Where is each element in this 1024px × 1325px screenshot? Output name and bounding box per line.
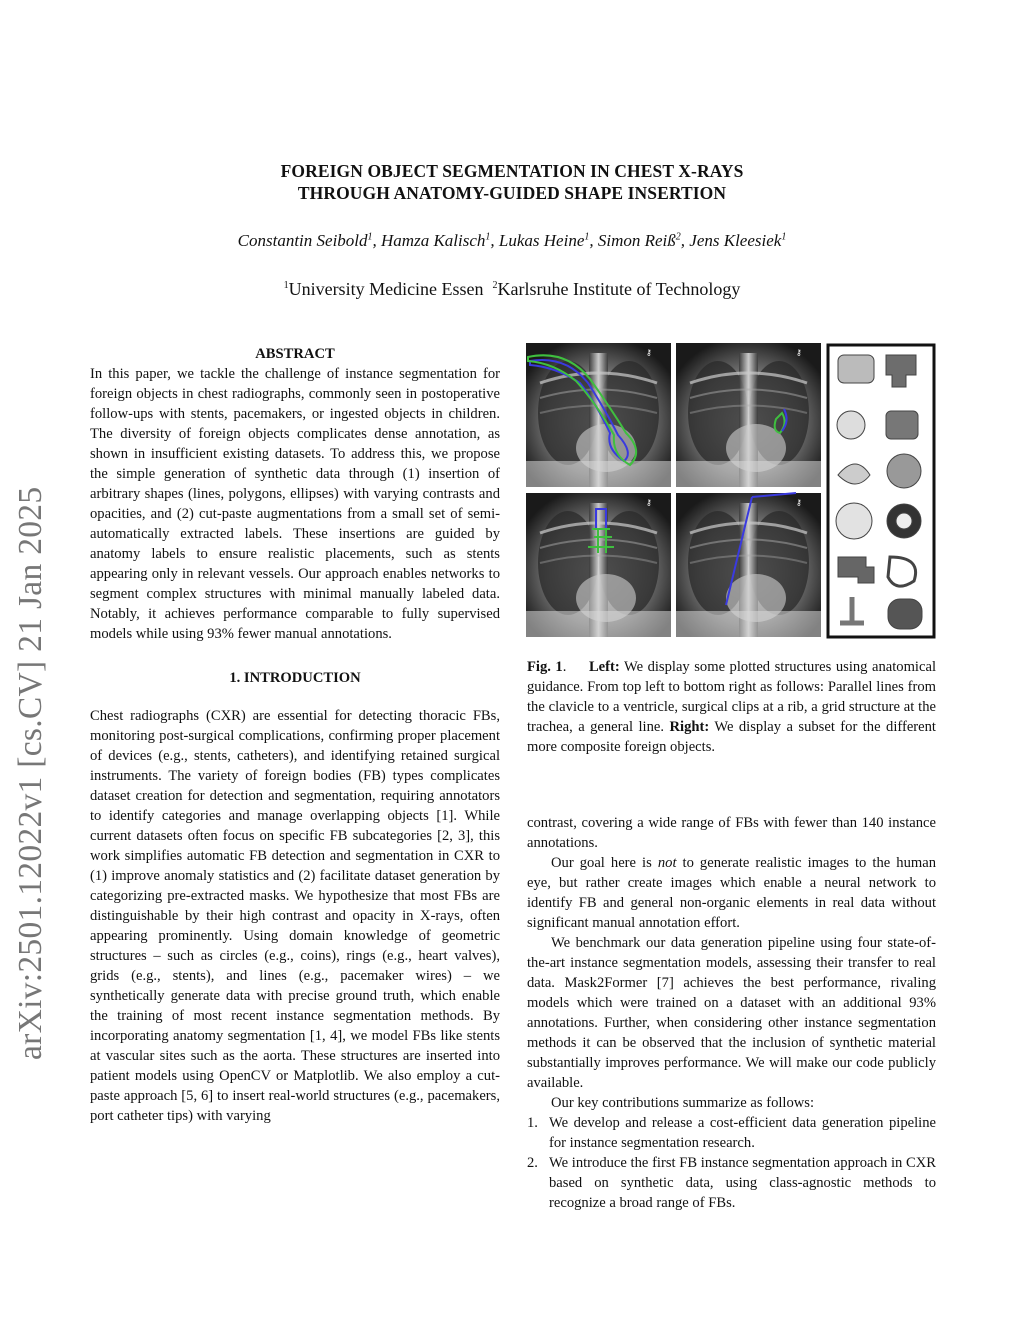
contribution-list bbox=[527, 1113, 936, 1213]
list-text: We develop and release a cost-efficient data generation pipeline for instance segmentation research. bbox=[549, 1115, 936, 1151]
list-text: We introduce the first FB instance segmentation approach in CXR based on synthetic data, using class-agnostic methods to recognize a broad range of FBs. bbox=[549, 1155, 936, 1211]
caption-right-text: We display a subset for the different more composite foreign objects. bbox=[527, 719, 936, 755]
caption-left-label: Left: bbox=[588, 659, 620, 675]
author-list: Constantin Seibold$^1$, Hamza Kalisch$^1$, Lukas Heine$^1$, Simon Reiß$^2$, Jens Kleesiek$^1$ bbox=[237, 231, 787, 250]
intro-paragraph-2 bbox=[527, 853, 936, 933]
object-valve bbox=[837, 411, 865, 439]
list-item bbox=[527, 1113, 936, 1153]
author: Lukas Heine bbox=[498, 231, 585, 250]
object-implant bbox=[838, 355, 874, 383]
object-round-tube bbox=[836, 503, 872, 539]
para2-emphasis: not bbox=[657, 855, 677, 871]
xray-panel-trachea-grid bbox=[526, 493, 671, 637]
object-coin bbox=[887, 454, 921, 488]
list-number: 2. bbox=[527, 1155, 538, 1171]
object-port-center bbox=[896, 513, 912, 529]
xray-panel-surgical-clips bbox=[676, 343, 821, 487]
figure-1 bbox=[526, 343, 936, 639]
intro-paragraph-4: Our key contributions summarize as follows: bbox=[551, 1095, 815, 1111]
object-pacemaker bbox=[888, 599, 922, 629]
figure-1-graphic bbox=[526, 343, 936, 639]
list-number: 1. bbox=[527, 1115, 538, 1131]
author: Constantin Seibold bbox=[237, 231, 368, 250]
abstract-heading: ABSTRACT bbox=[255, 346, 335, 362]
title-line-2: THROUGH ANATOMY-GUIDED SHAPE INSERTION bbox=[297, 183, 727, 203]
author: Hamza Kalisch bbox=[381, 231, 486, 250]
caption-left-text: We display some plotted structures using anatomical guidance. From top left to bottom right as follows: Parallel lines from the clavicle to a ventricle, surgical clips at a rib, a grid structure at the trachea, a general line. bbox=[527, 659, 936, 735]
para2-post: to generate realistic images to the human eye, but rather create images which enable a neural network to identify FB and general non-organic elements in real data without significant manual annotation effort. bbox=[527, 855, 936, 931]
author: Simon Reiß bbox=[597, 231, 676, 250]
caption-right-label: Right: bbox=[669, 719, 710, 735]
paper-title bbox=[0, 160, 1024, 204]
abstract-text: In this paper, we tackle the challenge of instance segmentation for foreign objects in chest radiographs, commonly seen in postoperative follow-ups with stents, pacemakers, or ingested objects in children. The diversity of foreign objects complicates dense annotation, as shown in insufficient existing datasets. To address this, we propose the simple generation of synthetic data through (1) insertion of arbitrary shapes (lines, polygons, ellipses) with varying contrasts and opacities, and (2) cut-paste augmentations from a small set of semi-automatically extracted labels. These insertions are guided by anatomy labels to ensure realistic placements, such as stents appearing only in relevant vessels. Our approach enables networks to segment complex structures with minimal manually labeled data. Notably, it achieves performance comparable to fully supervised models while using 93% fewer manual annotations. bbox=[90, 366, 500, 642]
intro-paragraph-3: We benchmark our data generation pipeline using four state-of-the-art instance segmentation models, assessing their transfer to real data. Mask2Former [7] achieves the best performance, rivaling models which were trained on a dataset with an additional 93% annotations. Further, when considering other instance segmentation methods it can be observed that the inclusion of synthetic material substantially improves performance. We will make our code publicly available. bbox=[527, 935, 936, 1091]
arxiv-stamp: arXiv:2501.12022v1 [cs.CV] 21 Jan 2025 bbox=[12, 486, 49, 1060]
intro-heading: 1. INTRODUCTION bbox=[229, 670, 361, 686]
affiliations: $^1$University Medicine Essen $^2$Karlsruhe Institute of Technology bbox=[283, 279, 741, 299]
affiliation: Karlsruhe Institute of Technology bbox=[497, 279, 741, 299]
intro-continuation: contrast, covering a wide range of FBs with fewer than 140 instance annotations. bbox=[527, 815, 936, 851]
figure-label: Fig. 1 bbox=[527, 659, 563, 675]
affiliation: University Medicine Essen bbox=[288, 279, 484, 299]
para2-pre: Our goal here is bbox=[551, 855, 658, 871]
left-column bbox=[90, 344, 500, 1126]
object-device bbox=[886, 411, 918, 439]
author: Jens Kleesiek bbox=[689, 231, 782, 250]
list-item bbox=[527, 1153, 936, 1213]
object-panel bbox=[828, 345, 934, 637]
figure-caption: Fig. 1. Left: We display some plotted structures using anatomical guidance. From top left to bottom right as follows: Parallel lines from the clavicle to a ventricle, surgical clips at a rib, a grid structure at the trachea, a general line. Right: We display a subset for the different more composite foreign objects. bbox=[527, 659, 936, 755]
title-line-1: FOREIGN OBJECT SEGMENTATION IN CHEST X-RAYS bbox=[280, 161, 744, 181]
intro-paragraph-1: Chest radiographs (CXR) are essential for detecting thoracic FBs, monitoring post-surgical complications, confirming proper placement of devices (e.g., stents, catheters), and identifying retained surgical instruments. The variety of foreign bodies (FB) types complicates dataset creation for detection and segmentation, requiring annotators to identify categories and manage overlapping objects [1]. While current datasets often focus on specific FB subcategories [2, 3], this work simplifies automatic FB detection and segmentation in CXR to (1) improve anomaly statistics and (2) facilitate dataset generation by categorizing pre-extracted masks. We hypothesize that most FBs are distinguishable by their high contrast and opacity in X-rays, often appearing prominently. Using domain knowledge of geometric structures – such as circles (e.g., coins), rings (e.g., heart valves), grids (e.g., stents), and lines (e.g., pacemaker wires) – we synthetically generate data with precise ground truth, which enable the training of most recent instance segmentation methods. By incorporating anatomy segmentation [1, 4], we model FBs like stents at vascular sites such as the aorta. These structures are inserted into patient models using OpenCV or Matplotlib. We also employ a cut-paste approach [5, 6] to insert real-world structures (e.g., pacemakers, port catheter tips) with varying bbox=[90, 708, 500, 1124]
right-column bbox=[527, 813, 936, 1213]
